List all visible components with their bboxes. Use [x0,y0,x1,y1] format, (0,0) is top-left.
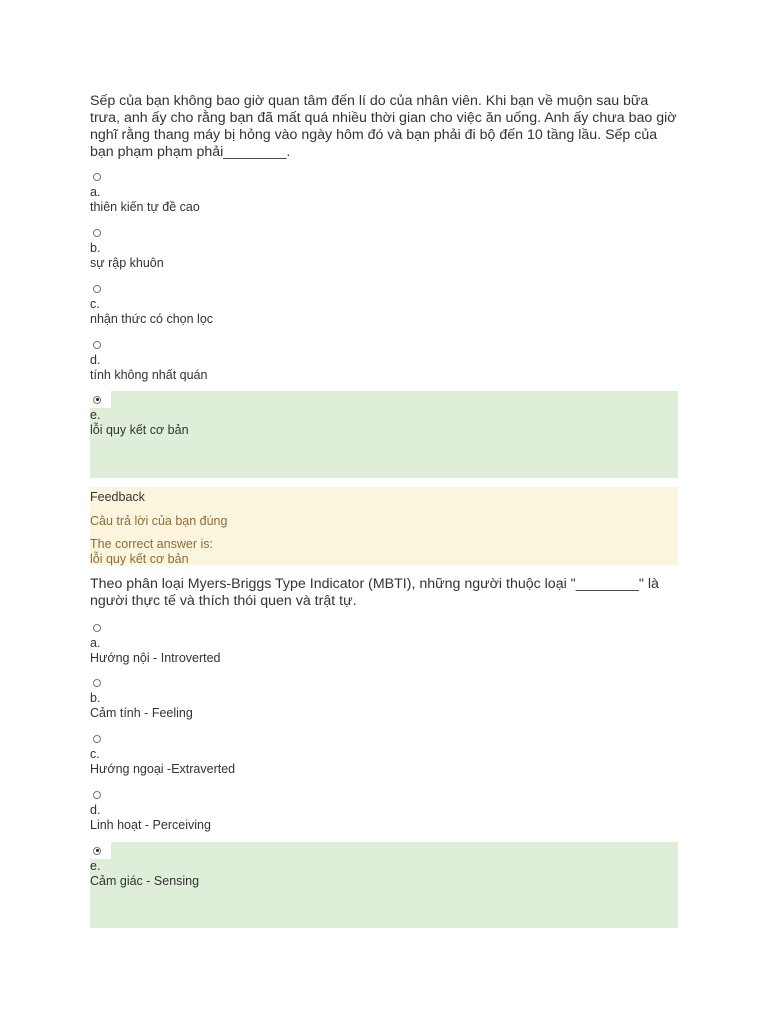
option-text: tính không nhất quán [90,368,208,382]
option-text: lỗi quy kết cơ bản [90,423,189,437]
option-letter: c. [90,297,100,311]
option-text: Cảm tính - Feeling [90,706,193,720]
question-1-option-e[interactable] [90,391,678,478]
option-letter: b. [90,691,101,705]
radio-button[interactable] [93,735,101,743]
question-2-text: Theo phân loại Myers-Briggs Type Indicator (MBTI), những người thuộc loại "________" là người thực tế và thích thói quen và trật tự. [90,576,659,609]
feedback-result: Câu trả lời của bạn đúng [90,514,228,528]
option-letter: a. [90,636,101,650]
option-letter: a. [90,185,101,199]
option-text: Hướng nội - Introverted [90,651,221,665]
radio-button-selected[interactable] [93,847,101,855]
feedback-box [90,487,678,565]
radio-button[interactable] [93,791,101,799]
radio-button[interactable] [93,173,101,181]
question-2-option-e[interactable] [90,842,678,928]
radio-button[interactable] [93,285,101,293]
feedback-title: Feedback [90,490,145,504]
question-1-option-d[interactable] [90,336,678,383]
option-letter: d. [90,353,101,367]
option-letter: b. [90,241,101,255]
question-2-option-c[interactable] [90,730,678,777]
option-letter: e. [90,408,101,422]
option-text: nhận thức có chọn lọc [90,312,214,326]
radio-button-selected[interactable] [93,396,101,404]
radio-button[interactable] [93,624,101,632]
radio-button[interactable] [93,229,101,237]
radio-button[interactable] [93,679,101,687]
question-2-option-d[interactable] [90,786,678,833]
question-2-option-b[interactable] [90,674,678,721]
question-1-option-c[interactable] [90,280,678,327]
question-1-option-b[interactable] [90,224,678,271]
radio-button[interactable] [93,341,101,349]
option-letter: c. [90,747,100,761]
option-letter: e. [90,859,101,873]
option-letter: d. [90,803,101,817]
correct-answer-label: The correct answer is: [90,537,213,551]
option-text: thiên kiến tự đề cao [90,200,200,214]
option-text: Linh hoạt - Perceiving [90,818,211,832]
question-2-option-a[interactable] [90,619,678,666]
question-1-text: Sếp của bạn không bao giờ quan tâm đến lí do của nhân viên. Khi bạn về muộn sau bữa trưa, anh ấy cho rằng bạn đã mất quá nhiều thời gian cho việc ăn uống. Anh ấy chưa bao giờ nghĩ rằng thang máy bị hỏng vào ngày hôm đó và bạn phải đi bộ đến 10 tầng lầu. Sếp của bạn phạm phạm phải________. [90,93,677,160]
correct-answer-text: lỗi quy kết cơ bản [90,552,189,566]
option-text: Cảm giác - Sensing [90,874,200,888]
option-text: Hướng ngoại -Extraverted [90,762,236,776]
question-1-option-a[interactable] [90,168,678,215]
option-text: sự rập khuôn [90,256,164,270]
